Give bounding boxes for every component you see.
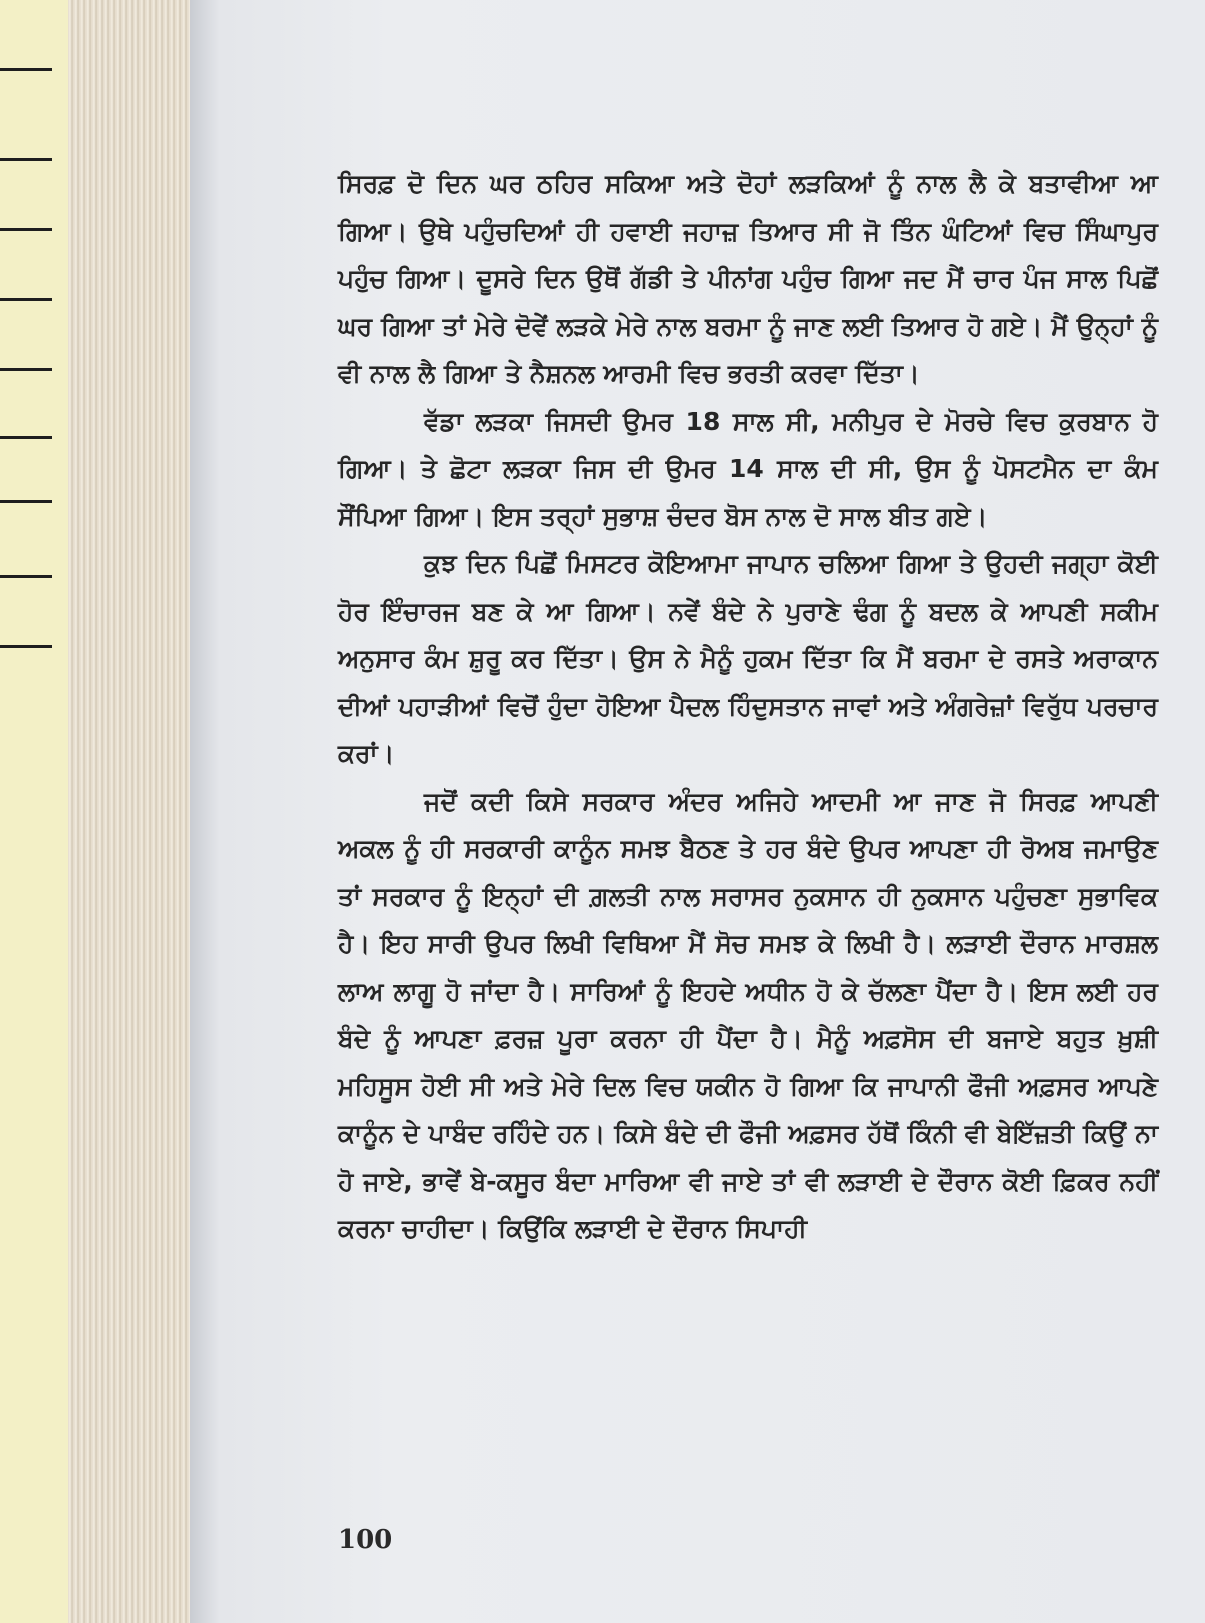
book-page: [190, 0, 1205, 1623]
strip-line: [0, 68, 52, 71]
strip-line: [0, 436, 52, 439]
paragraph: ਕੁਝ ਦਿਨ ਪਿਛੋਂ ਮਿਸਟਰ ਕੋਇਆਮਾ ਜਾਪਾਨ ਚਲਿਆ ਗਿਆ ਤੇ ਉਹਦੀ ਜਗ੍ਹਾ ਕੋਈ ਹੋਰ ਇੰਚਾਰਜ ਬਣ ਕੇ ਆ ਗਿਆ। ਨਵੇਂ ਬੰਦੇ ਨੇ ਪੁਰਾਣੇ ਢੰਗ ਨੂੰ ਬਦਲ ਕੇ ਆਪਣੀ ਸਕੀਮ ਅਨੁਸਾਰ ਕੰਮ ਸ਼ੁਰੂ ਕਰ ਦਿੱਤਾ। ਉਸ ਨੇ ਮੈਨੂੰ ਹੁਕਮ ਦਿੱਤਾ ਕਿ ਮੈਂ ਬਰਮਾ ਦੇ ਰਸਤੇ ਅਰਾਕਾਨ ਦੀਆਂ ਪਹਾੜੀਆਂ ਵਿਚੋਂ ਹੁੰਦਾ ਹੋਇਆ ਪੈਦਲ ਹਿੰਦੁਸਤਾਨ ਜਾਵਾਂ ਅਤੇ ਅੰਗਰੇਜ਼ਾਂ ਵਿਰੁੱਧ ਪਰਚਾਰ ਕਰਾਂ।: [338, 549, 1158, 768]
strip-line: [0, 645, 52, 648]
strip-line: [0, 368, 52, 371]
page-number: 100: [338, 1525, 393, 1555]
paragraph: ਵੱਡਾ ਲੜਕਾ ਜਿਸਦੀ ਉਮਰ 18 ਸਾਲ ਸੀ, ਮਨੀਪੁਰ ਦੇ ਮੋਰਚੇ ਵਿਚ ਕੁਰਬਾਨ ਹੋ ਗਿਆ। ਤੇ ਛੋਟਾ ਲੜਕਾ ਜਿਸ ਦੀ ਉਮਰ 14 ਸਾਲ ਦੀ ਸੀ, ਉਸ ਨੂੰ ਪੋਸਟਮੈਨ ਦਾ ਕੰਮ ਸੌਂਪਿਆ ਗਿਆ। ਇਸ ਤਰ੍ਹਾਂ ਸੁਭਾਸ਼ ਚੰਦਰ ਬੋਸ ਨਾਲ ਦੋ ਸਾਲ ਬੀਤ ਗਏ।: [338, 406, 1158, 531]
paragraph: ਜਦੋਂ ਕਦੀ ਕਿਸੇ ਸਰਕਾਰ ਅੰਦਰ ਅਜਿਹੇ ਆਦਮੀ ਆ ਜਾਣ ਜੋ ਸਿਰਫ਼ ਆਪਣੀ ਅਕਲ ਨੂੰ ਹੀ ਸਰਕਾਰੀ ਕਾਨੂੰਨ ਸਮਝ ਬੈਠਣ ਤੇ ਹਰ ਬੰਦੇ ਉਪਰ ਆਪਣਾ ਹੀ ਰੋਅਬ ਜਮਾਉਣ ਤਾਂ ਸਰਕਾਰ ਨੂੰ ਇਨ੍ਹਾਂ ਦੀ ਗ਼ਲਤੀ ਨਾਲ ਸਰਾਸਰ ਨੁਕਸਾਨ ਹੀ ਨੁਕਸਾਨ ਪਹੁੰਚਣਾ ਸੁਭਾਵਿਕ ਹੈ। ਇਹ ਸਾਰੀ ਉਪਰ ਲਿਖੀ ਵਿਥਿਆ ਮੈਂ ਸੋਚ ਸਮਝ ਕੇ ਲਿਖੀ ਹੈ। ਲੜਾਈ ਦੌਰਾਨ ਮਾਰਸ਼ਲ ਲਾਅ ਲਾਗੂ ਹੋ ਜਾਂਦਾ ਹੈ। ਸਾਰਿਆਂ ਨੂੰ ਇਹਦੇ ਅਧੀਨ ਹੋ ਕੇ ਚੱਲਣਾ ਪੈਂਦਾ ਹੈ। ਇਸ ਲਈ ਹਰ ਬੰਦੇ ਨੂੰ ਆਪਣਾ ਫ਼ਰਜ਼ ਪੂਰਾ ਕਰਨਾ ਹੀ ਪੈਂਦਾ ਹੈ। ਮੈਨੂੰ ਅਫ਼ਸੋਸ ਦੀ ਬਜਾਏ ਬਹੁਤ ਖ਼ੁਸ਼ੀ ਮਹਿਸੂਸ ਹੋਈ ਸੀ ਅਤੇ ਮੇਰੇ ਦਿਲ ਵਿਚ ਯਕੀਨ ਹੋ ਗਿਆ ਕਿ ਜਾਪਾਨੀ ਫੌਜੀ ਅਫ਼ਸਰ ਆਪਣੇ ਕਾਨੂੰਨ ਦੇ ਪਾਬੰਦ ਰਹਿੰਦੇ ਹਨ। ਕਿਸੇ ਬੰਦੇ ਦੀ ਫੌਜੀ ਅਫ਼ਸਰ ਹੱਥੋਂ ਕਿੰਨੀ ਵੀ ਬੇਇੱਜ਼ਤੀ ਕਿਉਂ ਨਾ ਹੋ ਜਾਏ, ਭਾਵੇਂ ਬੇ-ਕਸੂਰ ਬੰਦਾ ਮਾਰਿਆ ਵੀ ਜਾਏ ਤਾਂ ਵੀ ਲੜਾਈ ਦੇ ਦੌਰਾਨ ਕੋਈ ਫ਼ਿਕਰ ਨਹੀਂ ਕਰਨਾ ਚਾਹੀਦਾ। ਕਿਉਂਕਿ ਲੜਾਈ ਦੇ ਦੌਰਾਨ ਸਿਪਾਹੀ: [338, 786, 1158, 1243]
yellow-paper-strip: [0, 0, 68, 1623]
strip-line: [0, 158, 52, 161]
strip-line: [0, 228, 52, 231]
strip-line: [0, 575, 52, 578]
book-page-edges: [68, 0, 198, 1623]
body-text: [338, 160, 1158, 1253]
strip-line: [0, 298, 52, 301]
strip-line: [0, 500, 52, 503]
paragraph: ਸਿਰਫ਼ ਦੋ ਦਿਨ ਘਰ ਠਹਿਰ ਸਕਿਆ ਅਤੇ ਦੋਹਾਂ ਲੜਕਿਆਂ ਨੂੰ ਨਾਲ ਲੈ ਕੇ ਬਤਾਵੀਆ ਆ ਗਿਆ। ਉਥੇ ਪਹੁੰਚਦਿਆਂ ਹੀ ਹਵਾਈ ਜਹਾਜ਼ ਤਿਆਰ ਸੀ ਜੋ ਤਿੰਨ ਘੰਟਿਆਂ ਵਿਚ ਸਿੰਘਾਪੁਰ ਪਹੁੰਚ ਗਿਆ। ਦੂਸਰੇ ਦਿਨ ਉਥੋਂ ਗੱਡੀ ਤੇ ਪੀਨਾਂਗ ਪਹੁੰਚ ਗਿਆ ਜਦ ਮੈਂ ਚਾਰ ਪੰਜ ਸਾਲ ਪਿਛੋਂ ਘਰ ਗਿਆ ਤਾਂ ਮੇਰੇ ਦੋਵੇਂ ਲੜਕੇ ਮੇਰੇ ਨਾਲ ਬਰਮਾ ਨੂੰ ਜਾਣ ਲਈ ਤਿਆਰ ਹੋ ਗਏ। ਮੈਂ ਉਨ੍ਹਾਂ ਨੂੰ ਵੀ ਨਾਲ ਲੈ ਗਿਆ ਤੇ ਨੈਸ਼ਨਲ ਆਰਮੀ ਵਿਚ ਭਰਤੀ ਕਰਵਾ ਦਿੱਤਾ।: [338, 169, 1158, 388]
